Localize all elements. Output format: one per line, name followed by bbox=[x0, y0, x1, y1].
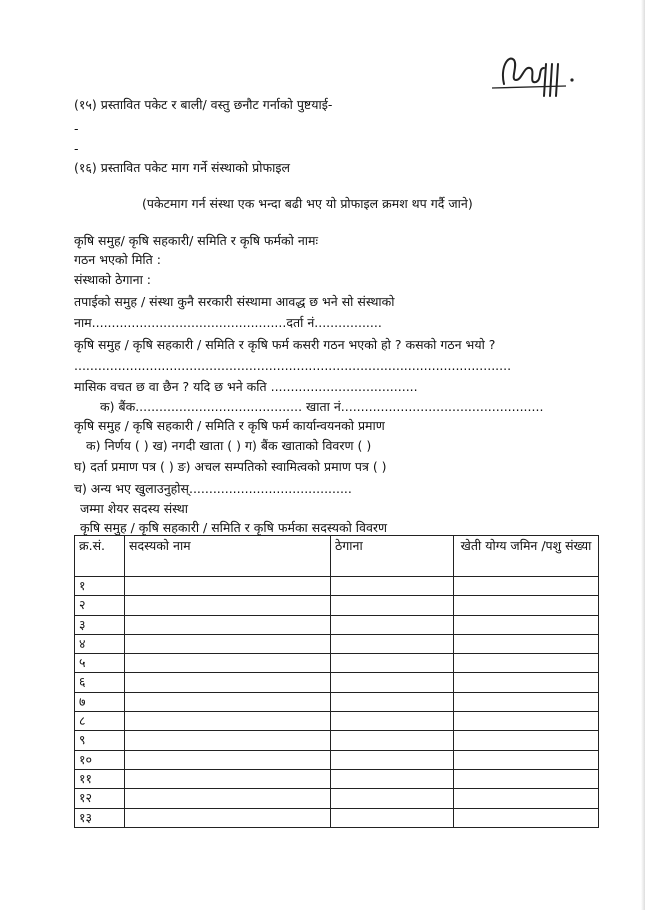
table-row bbox=[75, 750, 599, 769]
table-header-row bbox=[75, 536, 599, 577]
monthly-savings-question: मासिक वचत छ वा छैन ? यदि छ भने कति ..................................... bbox=[74, 379, 418, 394]
member-name-header: सदस्यको नाम bbox=[125, 536, 331, 577]
address-cell[interactable] bbox=[331, 577, 454, 596]
profile-note: (पकेटमाग गर्न संस्था एक भन्दा बढी भए यो प्रोफाइल क्रमश थप गर्दै जाने) bbox=[142, 196, 473, 211]
address-cell[interactable] bbox=[331, 731, 454, 750]
name-registration-line: नाम.................................................दर्ता नं................. bbox=[74, 315, 382, 330]
land-livestock-cell[interactable] bbox=[454, 577, 599, 596]
bank-account-line: क) बैंक.......................................... खाता नं................................................... bbox=[100, 399, 544, 414]
address-cell[interactable] bbox=[331, 596, 454, 615]
land-livestock-cell[interactable] bbox=[454, 750, 599, 769]
table-row bbox=[75, 673, 599, 692]
land-livestock-cell[interactable] bbox=[454, 712, 599, 731]
address-cell[interactable] bbox=[331, 673, 454, 692]
org-address-label: संस्थाको ठेगाना : bbox=[74, 272, 151, 287]
table-row bbox=[75, 634, 599, 653]
member-name-cell[interactable] bbox=[125, 634, 331, 653]
table-row bbox=[75, 789, 599, 808]
table-row bbox=[75, 808, 599, 827]
total-shareholders-label: जम्मा शेयर सदस्य संस्था bbox=[80, 501, 188, 516]
serial-number-cell: ११ bbox=[75, 769, 125, 788]
serial-number-cell: ७ bbox=[75, 692, 125, 711]
member-name-cell[interactable] bbox=[125, 712, 331, 731]
member-name-cell[interactable] bbox=[125, 789, 331, 808]
member-name-cell[interactable] bbox=[125, 577, 331, 596]
land-livestock-cell[interactable] bbox=[454, 634, 599, 653]
section-16-heading: (१६) प्रस्तावित पकेट माग गर्ने संस्थाको प्रोफाइल bbox=[74, 160, 290, 175]
member-details-heading: कृषि समुह / कृषि सहकारी / समिति र कृषि फर्मका सदस्यको विवरण bbox=[80, 520, 388, 535]
other-specify-line: च) अन्य भए खुलाउनुहोस्......................................... bbox=[74, 481, 352, 496]
serial-number-cell: १ bbox=[75, 577, 125, 596]
address-cell[interactable] bbox=[331, 712, 454, 731]
land-livestock-cell[interactable] bbox=[454, 731, 599, 750]
table-row bbox=[75, 615, 599, 634]
member-name-cell[interactable] bbox=[125, 673, 331, 692]
table-row bbox=[75, 712, 599, 731]
address-cell[interactable] bbox=[331, 692, 454, 711]
table-row bbox=[75, 577, 599, 596]
serial-number-cell: ८ bbox=[75, 712, 125, 731]
table-row bbox=[75, 731, 599, 750]
land-livestock-cell[interactable] bbox=[454, 596, 599, 615]
address-cell[interactable] bbox=[331, 789, 454, 808]
land-livestock-cell[interactable] bbox=[454, 789, 599, 808]
org-name-label: कृषि समुह/ कृषि सहकारी/ समिति र कृषि फर्मको नामः bbox=[74, 233, 318, 248]
serial-number-cell: १२ bbox=[75, 789, 125, 808]
member-name-cell[interactable] bbox=[125, 769, 331, 788]
section-15-heading: (१५) प्रस्तावित पकेट र बाली/ वस्तु छनौट गर्नाको पुष्टयाई- bbox=[74, 97, 333, 112]
serial-number-cell: २ bbox=[75, 596, 125, 615]
address-cell[interactable] bbox=[331, 654, 454, 673]
dotted-answer-line: .............................................................................................................. bbox=[74, 358, 512, 373]
signature bbox=[488, 46, 598, 108]
proof-options-row-2: घ) दर्ता प्रमाण पत्र ( ) ङ) अचल सम्पतिको स्वामित्वको प्रमाण पत्र ( ) bbox=[74, 459, 387, 474]
table-row bbox=[75, 692, 599, 711]
table-row bbox=[75, 596, 599, 615]
proof-options-row-1: क) निर्णय ( ) ख) नगदी खाता ( ) ग) बैंक खाताको विवरण ( ) bbox=[86, 438, 372, 453]
arable-land-livestock-header: खेती योग्य जमिन /पशु संख्या bbox=[454, 536, 599, 577]
member-name-cell[interactable] bbox=[125, 615, 331, 634]
scan-edge-shadow bbox=[641, 0, 645, 910]
address-header: ठेगाना bbox=[331, 536, 454, 577]
serial-number-header: क्र.सं. bbox=[75, 536, 125, 577]
land-livestock-cell[interactable] bbox=[454, 808, 599, 827]
member-name-cell[interactable] bbox=[125, 808, 331, 827]
table-row bbox=[75, 769, 599, 788]
member-name-cell[interactable] bbox=[125, 596, 331, 615]
dash-line-2: - bbox=[74, 141, 79, 156]
dash-line-1: - bbox=[74, 121, 79, 136]
serial-number-cell: १३ bbox=[75, 808, 125, 827]
serial-number-cell: ३ bbox=[75, 615, 125, 634]
serial-number-cell: ९ bbox=[75, 731, 125, 750]
address-cell[interactable] bbox=[331, 808, 454, 827]
formation-date-label: गठन भएको मिति : bbox=[74, 252, 161, 267]
serial-number-cell: १० bbox=[75, 750, 125, 769]
member-name-cell[interactable] bbox=[125, 750, 331, 769]
address-cell[interactable] bbox=[331, 634, 454, 653]
table-row bbox=[75, 654, 599, 673]
land-livestock-cell[interactable] bbox=[454, 615, 599, 634]
land-livestock-cell[interactable] bbox=[454, 769, 599, 788]
govt-affiliation-label: तपाईको समुह / संस्था कुनै सरकारी संस्थामा आवद्ध छ भने सो संस्थाको bbox=[74, 294, 395, 309]
serial-number-cell: ६ bbox=[75, 673, 125, 692]
implementation-proof-label: कृषि समुह / कृषि सहकारी / समिति र कृषि फर्म कार्यान्वयनको प्रमाण bbox=[74, 418, 385, 433]
serial-number-cell: ४ bbox=[75, 634, 125, 653]
land-livestock-cell[interactable] bbox=[454, 673, 599, 692]
land-livestock-cell[interactable] bbox=[454, 692, 599, 711]
member-name-cell[interactable] bbox=[125, 654, 331, 673]
address-cell[interactable] bbox=[331, 750, 454, 769]
how-formed-question: कृषि समुह / कृषि सहकारी / समिति र कृषि फर्म कसरी गठन भएको हो ? कसको गठन भयो ? bbox=[74, 337, 496, 352]
address-cell[interactable] bbox=[331, 769, 454, 788]
member-name-cell[interactable] bbox=[125, 731, 331, 750]
land-livestock-cell[interactable] bbox=[454, 654, 599, 673]
member-name-cell[interactable] bbox=[125, 692, 331, 711]
serial-number-cell: ५ bbox=[75, 654, 125, 673]
member-details-table bbox=[74, 535, 599, 828]
address-cell[interactable] bbox=[331, 615, 454, 634]
